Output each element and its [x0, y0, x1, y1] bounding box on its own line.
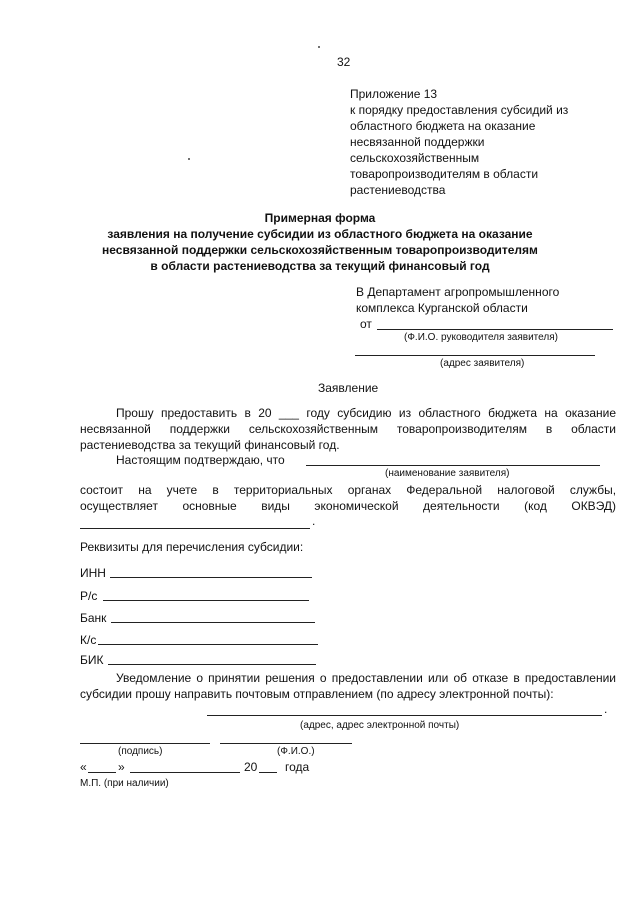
corr-account-fill-line	[98, 644, 318, 645]
corr-account-label: К/с	[80, 633, 97, 647]
okved-fill-line	[80, 528, 310, 529]
applicant-name-fill-line	[306, 465, 600, 466]
email-fill-line	[207, 715, 602, 716]
page-number: 32	[337, 55, 351, 69]
account-label: Р/с	[80, 589, 98, 603]
word: на	[138, 483, 152, 497]
date-close-quote: »	[118, 760, 125, 774]
statement-title: Заявление	[318, 381, 379, 395]
word: виды	[261, 499, 290, 513]
tax-registration-paragraph	[80, 482, 616, 514]
word: налоговой	[497, 483, 555, 497]
month-fill-line	[130, 772, 240, 773]
scan-speck	[318, 46, 320, 48]
form-title-line2: заявления на получение субсидии из областного бюджета на оказание несвязанной поддержки сельскохозяйственным товаропроизводителям в области растениеводства за текущий финансовый год	[102, 227, 538, 273]
word: службы,	[569, 483, 617, 497]
confirm-label: Настоящим подтверждаю, что	[116, 453, 285, 467]
date-open-quote: «	[80, 760, 87, 774]
appendix-line: к порядку предоставления субсидий из	[350, 103, 569, 117]
request-paragraph: Прошу предоставить в 20 ___ году субсидию из областного бюджета на оказание несвязанной поддержки сельскохозяйственным товаропроизводителям в области растениеводства за текущий финансовый год.	[80, 406, 616, 452]
bik-fill-line	[108, 664, 316, 665]
word: экономической	[314, 499, 399, 513]
appendix-block	[350, 86, 610, 198]
stamp-note: М.П. (при наличии)	[80, 778, 169, 789]
appendix-line: несвязанной поддержки	[350, 135, 485, 149]
word: осуществляет	[80, 499, 158, 513]
signature-fill-line	[80, 743, 210, 744]
tax-row-2	[80, 498, 616, 514]
address-hint: (адрес заявителя)	[440, 358, 525, 369]
word: Федеральной	[406, 483, 483, 497]
form-title-line1: Примерная форма	[264, 211, 376, 225]
word: деятельности	[423, 499, 500, 513]
from-fill-line	[377, 329, 613, 330]
applicant-name-hint: (наименование заявителя)	[385, 468, 510, 479]
email-hint: (адрес, адрес электронной почты)	[300, 720, 460, 731]
word: ОКВЭД)	[571, 499, 617, 513]
year-suffix: года	[285, 760, 310, 774]
scan-speck	[188, 158, 190, 160]
inn-label: ИНН	[80, 566, 106, 580]
address-fill-line	[355, 355, 595, 356]
name-fill-line	[220, 743, 352, 744]
form-title	[100, 210, 540, 274]
word: в	[212, 483, 219, 497]
appendix-line: областного бюджета на оказание	[350, 119, 536, 133]
tax-row-1	[80, 482, 616, 498]
word: органах	[347, 483, 392, 497]
year-prefix: 20	[244, 760, 258, 774]
appendix-line: растениеводства	[350, 183, 446, 197]
word: учете	[166, 483, 198, 497]
from-hint: (Ф.И.О. руководителя заявителя)	[404, 332, 558, 343]
bank-fill-line	[111, 622, 315, 623]
notice-end-dot: .	[604, 702, 608, 716]
name-hint: (Ф.И.О.)	[277, 746, 315, 757]
bik-label: БИК	[80, 653, 104, 667]
signature-hint: (подпись)	[118, 746, 163, 757]
word: (код	[524, 499, 547, 513]
bank-label: Банк	[80, 611, 107, 625]
appendix-title: Приложение 13	[350, 87, 438, 101]
appendix-line: сельскохозяйственным	[350, 151, 480, 165]
word: основные	[182, 499, 237, 513]
word: состоит	[80, 483, 124, 497]
account-fill-line	[103, 600, 309, 601]
year-fill-line	[259, 772, 277, 773]
from-label: от	[360, 317, 372, 331]
requisites-heading: Реквизиты для перечисления субсидии:	[80, 540, 304, 554]
notice-paragraph: Уведомление о принятии решения о предоставлении или об отказе в предоставлении субсидии прошу направить почтовым отправлением (по адресу электронной почты):	[80, 671, 616, 701]
word: территориальных	[233, 483, 333, 497]
day-fill-line	[88, 772, 116, 773]
appendix-line: товаропроизводителям в области	[350, 167, 539, 181]
addressee-block: В Департамент агропромышленного комплекса Курганской области	[356, 285, 560, 315]
okved-end-dot: .	[312, 514, 316, 528]
inn-fill-line	[110, 577, 312, 578]
